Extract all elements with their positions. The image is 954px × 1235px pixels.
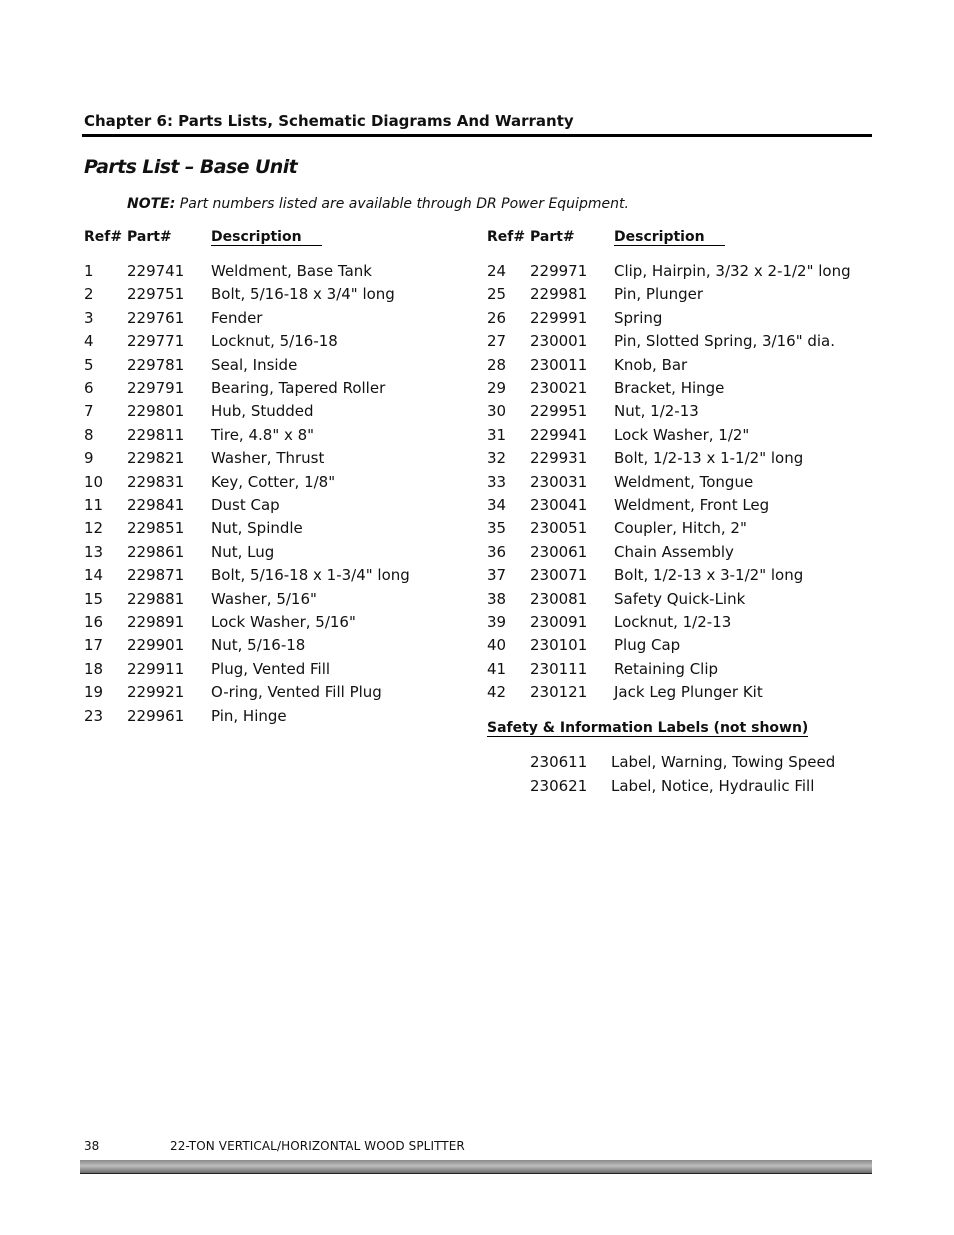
description-cell: Locknut, 1/2-13 bbox=[614, 613, 732, 631]
ref-cell: 12 bbox=[84, 519, 104, 538]
part-number-cell: 229751 bbox=[127, 285, 185, 304]
right-header-ref: Ref# bbox=[487, 229, 526, 245]
description-cell: Plug Cap bbox=[614, 636, 681, 655]
part-number-cell: 229761 bbox=[127, 308, 185, 327]
description-cell: Bolt, 5/16-18 x 1-3/4" long bbox=[211, 566, 410, 585]
left-header-description: Description bbox=[211, 229, 322, 246]
ref-cell: 42 bbox=[487, 683, 507, 702]
note-label: NOTE: bbox=[127, 196, 176, 212]
table-row bbox=[0, 590, 954, 613]
ref-cell: 10 bbox=[84, 472, 104, 491]
ref-cell: 19 bbox=[84, 683, 104, 702]
table-row bbox=[0, 332, 954, 355]
table-row bbox=[0, 519, 954, 542]
part-number-cell: 229831 bbox=[127, 472, 185, 491]
ref-cell: 13 bbox=[84, 542, 104, 561]
part-number-cell: 230021 bbox=[530, 379, 588, 397]
description-cell: Weldment, Tongue bbox=[614, 472, 754, 491]
table-row bbox=[0, 707, 954, 730]
description-cell: Washer, 5/16" bbox=[211, 589, 317, 608]
table-row bbox=[0, 543, 954, 566]
description-cell: Washer, Thrust bbox=[211, 449, 325, 468]
ref-cell: 7 bbox=[84, 402, 94, 421]
ref-cell: 27 bbox=[487, 332, 507, 351]
ref-cell: 31 bbox=[487, 425, 507, 444]
left-header-part: Part# bbox=[127, 229, 172, 245]
ref-cell: 28 bbox=[487, 355, 507, 374]
description-cell: Weldment, Base Tank bbox=[211, 262, 372, 280]
ref-cell: 37 bbox=[487, 566, 507, 585]
table-row bbox=[0, 683, 954, 706]
ref-cell: 32 bbox=[487, 449, 507, 468]
description-cell: Bolt, 1/2-13 x 1-1/2" long bbox=[614, 449, 804, 468]
note-text: Part numbers listed are available through DR Power Equipment. bbox=[175, 196, 629, 212]
description-cell: Bolt, 5/16-18 x 3/4" long bbox=[211, 285, 395, 304]
part-number-cell: 230111 bbox=[530, 659, 588, 678]
ref-cell: 25 bbox=[487, 285, 507, 304]
part-number-cell: 229851 bbox=[127, 519, 185, 538]
footer-bar bbox=[80, 1160, 872, 1174]
description-cell: Nut, Lug bbox=[211, 542, 275, 561]
description-cell: Coupler, Hitch, 2" bbox=[614, 519, 747, 538]
description-cell: O-ring, Vented Fill Plug bbox=[211, 683, 382, 702]
ref-cell: 9 bbox=[84, 449, 94, 468]
table-row bbox=[0, 356, 954, 379]
labels-section-title: Safety & Information Labels (not shown) bbox=[487, 720, 809, 736]
page-number: 38 bbox=[84, 1139, 100, 1153]
part-number-cell: 229981 bbox=[530, 285, 588, 304]
part-number-cell: 229901 bbox=[127, 636, 185, 655]
table-row bbox=[0, 566, 954, 589]
description-cell: Pin, Plunger bbox=[614, 285, 704, 304]
table-row bbox=[0, 613, 954, 636]
description-cell: Pin, Hinge bbox=[211, 706, 287, 725]
description-cell: Clip, Hairpin, 3/32 x 2-1/2" long bbox=[614, 262, 851, 280]
description-cell: Bracket, Hinge bbox=[614, 379, 725, 397]
description-cell: Lock Washer, 5/16" bbox=[211, 613, 356, 631]
note bbox=[127, 196, 629, 212]
ref-cell: 30 bbox=[487, 402, 507, 421]
description-cell: Plug, Vented Fill bbox=[211, 659, 331, 678]
ref-cell: 17 bbox=[84, 636, 104, 655]
ref-cell: 41 bbox=[487, 659, 507, 678]
description-cell: Lock Washer, 1/2" bbox=[614, 425, 750, 444]
ref-cell: 39 bbox=[487, 613, 507, 631]
description-cell: Retaining Clip bbox=[614, 659, 719, 678]
ref-cell: 40 bbox=[487, 636, 507, 655]
description-cell: Bearing, Tapered Roller bbox=[211, 379, 386, 397]
table-row bbox=[0, 309, 954, 332]
part-number-cell: 230011 bbox=[530, 355, 588, 374]
part-number-cell: 230081 bbox=[530, 589, 588, 608]
right-header-description: Description bbox=[614, 229, 725, 246]
part-number-cell: 229961 bbox=[127, 706, 185, 725]
description-cell: Label, Notice, Hydraulic Fill bbox=[611, 777, 815, 795]
description-cell: Hub, Studded bbox=[211, 402, 314, 421]
part-number-cell: 229881 bbox=[127, 589, 185, 608]
description-cell: Nut, Spindle bbox=[211, 519, 303, 538]
ref-cell: 33 bbox=[487, 472, 507, 491]
part-number-cell: 229801 bbox=[127, 402, 185, 421]
part-number-cell: 230121 bbox=[530, 683, 588, 702]
ref-cell: 34 bbox=[487, 496, 507, 514]
part-number-cell: 230041 bbox=[530, 496, 588, 514]
part-number-cell: 229991 bbox=[530, 308, 588, 327]
ref-cell: 14 bbox=[84, 566, 104, 585]
part-number-cell: 230091 bbox=[530, 613, 588, 631]
ref-cell: 15 bbox=[84, 589, 104, 608]
table-row bbox=[0, 402, 954, 425]
description-cell: Chain Assembly bbox=[614, 542, 734, 561]
part-number-cell: 229781 bbox=[127, 355, 185, 374]
part-number-cell: 229821 bbox=[127, 449, 185, 468]
description-cell: Jack Leg Plunger Kit bbox=[614, 683, 763, 702]
table-row bbox=[0, 262, 954, 285]
part-number-cell: 230031 bbox=[530, 472, 588, 491]
description-cell: Dust Cap bbox=[211, 496, 280, 514]
table-row bbox=[0, 449, 954, 472]
part-number-cell: 229841 bbox=[127, 496, 185, 514]
part-number-cell: 229871 bbox=[127, 566, 185, 585]
part-number-cell: 229951 bbox=[530, 402, 588, 421]
part-number-cell: 229741 bbox=[127, 262, 185, 280]
ref-cell: 35 bbox=[487, 519, 507, 538]
ref-cell: 3 bbox=[84, 308, 94, 327]
heading-rule bbox=[82, 134, 872, 137]
table-row bbox=[0, 636, 954, 659]
ref-cell: 38 bbox=[487, 589, 507, 608]
ref-cell: 8 bbox=[84, 425, 94, 444]
part-number-cell: 229971 bbox=[530, 262, 588, 280]
description-cell: Nut, 1/2-13 bbox=[614, 402, 699, 421]
part-number-cell: 229931 bbox=[530, 449, 588, 468]
ref-cell: 1 bbox=[84, 262, 94, 280]
ref-cell: 4 bbox=[84, 332, 94, 351]
description-cell: Safety Quick-Link bbox=[614, 589, 746, 608]
part-number-cell: 230611 bbox=[530, 753, 588, 771]
part-number-cell: 229861 bbox=[127, 542, 185, 561]
part-number-cell: 230001 bbox=[530, 332, 588, 351]
ref-cell: 18 bbox=[84, 659, 104, 678]
part-number-cell: 230071 bbox=[530, 566, 588, 585]
ref-cell: 11 bbox=[84, 496, 104, 514]
description-cell: Seal, Inside bbox=[211, 355, 298, 374]
description-cell: Nut, 5/16-18 bbox=[211, 636, 306, 655]
description-cell: Label, Warning, Towing Speed bbox=[611, 753, 836, 771]
ref-cell: 2 bbox=[84, 285, 94, 304]
table-row bbox=[0, 426, 954, 449]
part-number-cell: 229811 bbox=[127, 425, 185, 444]
table-row bbox=[0, 496, 954, 519]
description-cell: Weldment, Front Leg bbox=[614, 496, 770, 514]
description-cell: Bolt, 1/2-13 x 3-1/2" long bbox=[614, 566, 804, 585]
table-row bbox=[0, 379, 954, 402]
chapter-heading: Chapter 6: Parts Lists, Schematic Diagrams And Warranty bbox=[84, 112, 574, 130]
table-row bbox=[0, 753, 954, 776]
description-cell: Key, Cotter, 1/8" bbox=[211, 472, 336, 491]
ref-cell: 6 bbox=[84, 379, 94, 397]
ref-cell: 23 bbox=[84, 706, 104, 725]
ref-cell: 5 bbox=[84, 355, 94, 374]
description-cell: Knob, Bar bbox=[614, 355, 688, 374]
part-number-cell: 230061 bbox=[530, 542, 588, 561]
table-row bbox=[0, 777, 954, 800]
section-title: Parts List – Base Unit bbox=[84, 156, 298, 178]
description-cell: Fender bbox=[211, 308, 263, 327]
ref-cell: 24 bbox=[487, 262, 507, 280]
part-number-cell: 230051 bbox=[530, 519, 588, 538]
table-row bbox=[0, 473, 954, 496]
description-cell: Tire, 4.8" x 8" bbox=[211, 425, 315, 444]
part-number-cell: 229771 bbox=[127, 332, 185, 351]
part-number-cell: 230621 bbox=[530, 777, 588, 795]
footer-title: 22-TON VERTICAL/HORIZONTAL WOOD SPLITTER bbox=[170, 1139, 465, 1153]
description-cell: Pin, Slotted Spring, 3/16" dia. bbox=[614, 332, 836, 351]
part-number-cell: 229791 bbox=[127, 379, 185, 397]
part-number-cell: 229891 bbox=[127, 613, 185, 631]
right-header-part: Part# bbox=[530, 229, 575, 245]
left-header-ref: Ref# bbox=[84, 229, 123, 245]
ref-cell: 36 bbox=[487, 542, 507, 561]
description-cell: Spring bbox=[614, 308, 663, 327]
table-row bbox=[0, 285, 954, 308]
ref-cell: 29 bbox=[487, 379, 507, 397]
part-number-cell: 229911 bbox=[127, 659, 185, 678]
part-number-cell: 229941 bbox=[530, 425, 588, 444]
part-number-cell: 229921 bbox=[127, 683, 185, 702]
part-number-cell: 230101 bbox=[530, 636, 588, 655]
description-cell: Locknut, 5/16-18 bbox=[211, 332, 338, 351]
ref-cell: 16 bbox=[84, 613, 104, 631]
table-row bbox=[0, 660, 954, 683]
ref-cell: 26 bbox=[487, 308, 507, 327]
